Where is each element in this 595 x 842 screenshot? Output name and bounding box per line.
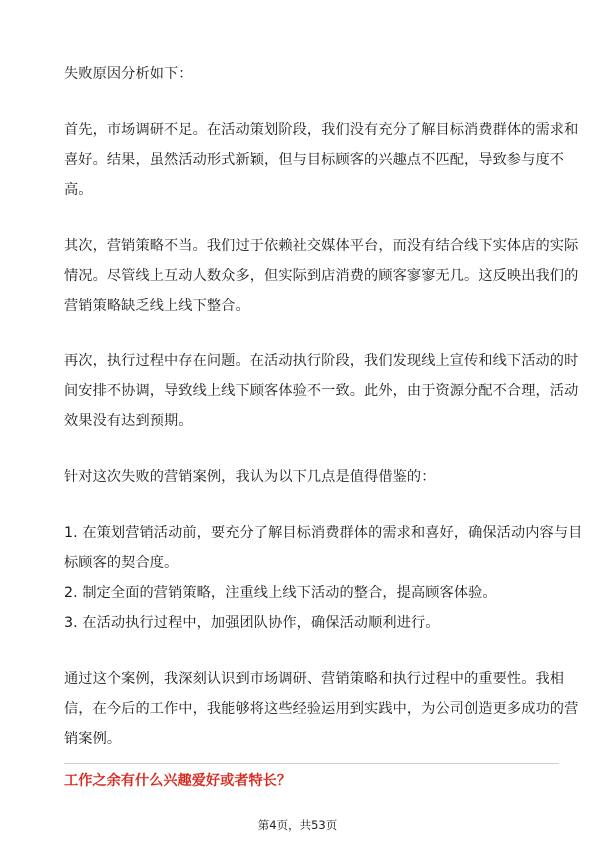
list-item: 3. 在活动执行过程中，加强团队协作，确保活动顺利进行。 bbox=[64, 615, 440, 631]
paragraph-line: 情况。尽管线上互动人数众多，但实际到店消费的顾客寥寥无几。这反映出我们的 bbox=[64, 268, 579, 284]
paragraph-line: 销案例。 bbox=[64, 731, 122, 747]
list-item-continuation: 标顾客的契合度。 bbox=[64, 555, 179, 571]
paragraph-line: 信，在今后的工作中，我能够将这些经验运用到实践中，为公司创造更多成功的营 bbox=[64, 701, 579, 717]
paragraph-line: 营销策略缺乏线上线下整合。 bbox=[64, 298, 250, 314]
page-number: 第4页，共53页 bbox=[257, 818, 338, 832]
paragraph-line: 间安排不协调，导致线上线下顾客体验不一致。此外，由于资源分配不合理，活动 bbox=[64, 383, 579, 399]
paragraph-line: 再次，执行过程中存在问题。在活动执行阶段，我们发现线上宣传和线下活动的时 bbox=[64, 353, 579, 369]
section-intro: 失败原因分析如下： bbox=[64, 66, 193, 82]
paragraph-line: 高。 bbox=[64, 182, 93, 198]
next-question-heading: 工作之余有什么兴趣爱好或者特长？ bbox=[64, 773, 292, 789]
paragraph-line: 效果没有达到预期。 bbox=[64, 413, 193, 429]
list-item: 2. 制定全面的营销策略，注重线上线下活动的整合，提高顾客体验。 bbox=[64, 585, 497, 601]
paragraph-line: 通过这个案例，我深刻认识到市场调研、营销策略和执行过程中的重要性。我相 bbox=[64, 671, 565, 687]
list-item: 1. 在策划营销活动前，要充分了解目标消费群体的需求和喜好，确保活动内容与目 bbox=[64, 525, 583, 541]
paragraph-line: 其次，营销策略不当。我们过于依赖社交媒体平台，而没有结合线下实体店的实际 bbox=[64, 238, 579, 254]
section-divider bbox=[64, 763, 559, 764]
paragraph-line: 针对这次失败的营销案例，我认为以下几点是值得借鉴的： bbox=[64, 469, 436, 485]
paragraph-line: 喜好。结果，虽然活动形式新颖，但与目标顾客的兴趣点不匹配，导致参与度不 bbox=[64, 152, 565, 168]
paragraph-line: 首先，市场调研不足。在活动策划阶段，我们没有充分了解目标消费群体的需求和 bbox=[64, 122, 579, 138]
